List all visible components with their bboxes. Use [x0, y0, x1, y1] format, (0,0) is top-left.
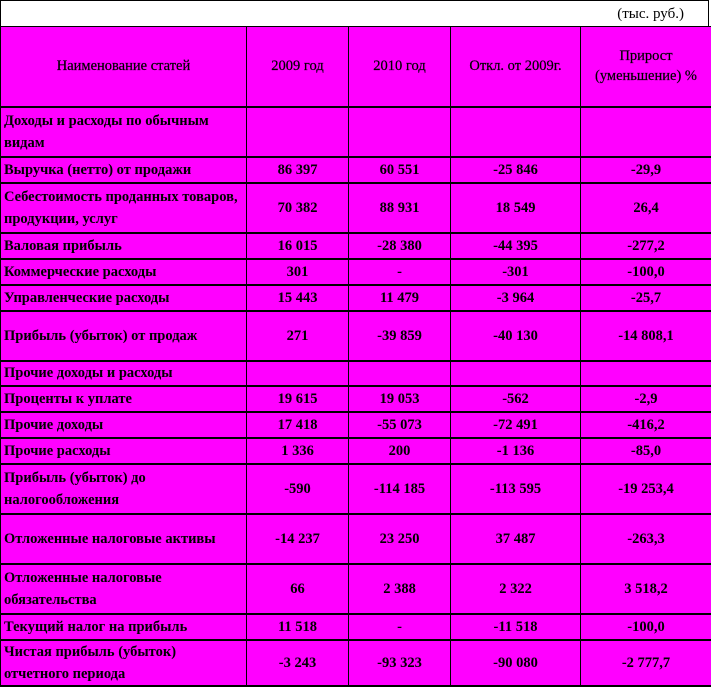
header-growth: Прирост (уменьшение) % [581, 27, 711, 107]
header-name: Наименование статей [1, 27, 247, 107]
value-deviation: -3 964 [451, 285, 581, 311]
value-deviation: -40 130 [451, 311, 581, 361]
row-name: Прочие доходы и расходы [1, 361, 247, 386]
header-2009: 2009 год [247, 27, 349, 107]
table-row [1, 259, 711, 285]
value-deviation: -72 491 [451, 412, 581, 438]
table-row [1, 564, 711, 614]
value-growth: -25,7 [581, 285, 711, 311]
value-2009: 70 382 [247, 183, 349, 233]
value-growth: -100,0 [581, 259, 711, 285]
row-name: Прибыль (убыток) от продаж [1, 311, 247, 361]
value-2009: 271 [247, 311, 349, 361]
row-name: Валовая прибыль [1, 233, 247, 259]
row-name: Прибыль (убыток) до налогообложения [1, 464, 247, 514]
value-deviation: -1 136 [451, 438, 581, 464]
financial-results-table [0, 26, 711, 687]
value-2010: 23 250 [349, 514, 451, 564]
table-row [1, 464, 711, 514]
row-name: Чистая прибыль (убыток) отчетного периода [1, 640, 247, 686]
value-deviation: -113 595 [451, 464, 581, 514]
value-2010: - [349, 614, 451, 640]
value-deviation: -562 [451, 386, 581, 412]
table-row [1, 412, 711, 438]
table-row [1, 361, 711, 386]
value-2010: 2 388 [349, 564, 451, 614]
units-caption: (тыс. руб.) [0, 0, 709, 26]
value-growth: 3 518,2 [581, 564, 711, 614]
value-2009: -590 [247, 464, 349, 514]
value-growth: -29,9 [581, 157, 711, 183]
value-2010: 19 053 [349, 386, 451, 412]
value-2009: 19 615 [247, 386, 349, 412]
value-2009: 86 397 [247, 157, 349, 183]
value-growth: -85,0 [581, 438, 711, 464]
value-growth: -277,2 [581, 233, 711, 259]
row-name: Текущий налог на прибыль [1, 614, 247, 640]
table-row [1, 311, 711, 361]
value-deviation [451, 361, 581, 386]
row-name: Отложенные налоговые активы [1, 514, 247, 564]
table-row [1, 107, 711, 157]
value-2010: -28 380 [349, 233, 451, 259]
value-deviation: 18 549 [451, 183, 581, 233]
header-2010: 2010 год [349, 27, 451, 107]
value-2009: 66 [247, 564, 349, 614]
value-2009: 1 336 [247, 438, 349, 464]
value-2009: 301 [247, 259, 349, 285]
row-name: Себестоимость проданных товаров, продукции, услуг [1, 183, 247, 233]
value-2009: 11 518 [247, 614, 349, 640]
row-name: Прочие доходы [1, 412, 247, 438]
value-deviation: -11 518 [451, 614, 581, 640]
value-2010: - [349, 259, 451, 285]
table-row [1, 157, 711, 183]
value-growth: -416,2 [581, 412, 711, 438]
value-2009: 17 418 [247, 412, 349, 438]
value-growth [581, 107, 711, 157]
table-row [1, 614, 711, 640]
value-2010: -55 073 [349, 412, 451, 438]
value-growth: -2,9 [581, 386, 711, 412]
value-2010 [349, 361, 451, 386]
value-deviation: 2 322 [451, 564, 581, 614]
value-2010: -39 859 [349, 311, 451, 361]
table-row [1, 183, 711, 233]
value-2010: 11 479 [349, 285, 451, 311]
row-name: Доходы и расходы по обычным видам [1, 107, 247, 157]
table-row [1, 233, 711, 259]
table-row [1, 438, 711, 464]
value-deviation [451, 107, 581, 157]
value-growth: -100,0 [581, 614, 711, 640]
row-name: Прочие расходы [1, 438, 247, 464]
table-row [1, 514, 711, 564]
value-deviation: -25 846 [451, 157, 581, 183]
value-deviation: -44 395 [451, 233, 581, 259]
value-2010: -93 323 [349, 640, 451, 686]
row-name: Управленческие расходы [1, 285, 247, 311]
value-2009: -3 243 [247, 640, 349, 686]
value-2009: 15 443 [247, 285, 349, 311]
value-2009 [247, 361, 349, 386]
value-growth: -19 253,4 [581, 464, 711, 514]
value-growth: -2 777,7 [581, 640, 711, 686]
table-row [1, 285, 711, 311]
table-row [1, 640, 711, 686]
value-2009: -14 237 [247, 514, 349, 564]
table-row [1, 386, 711, 412]
value-growth [581, 361, 711, 386]
value-deviation: 37 487 [451, 514, 581, 564]
header-row [1, 27, 711, 107]
value-2010: 60 551 [349, 157, 451, 183]
value-growth: -263,3 [581, 514, 711, 564]
value-2009 [247, 107, 349, 157]
row-name: Коммерческие расходы [1, 259, 247, 285]
row-name: Выручка (нетто) от продажи [1, 157, 247, 183]
value-2010: -114 185 [349, 464, 451, 514]
value-growth: 26,4 [581, 183, 711, 233]
value-2010: 88 931 [349, 183, 451, 233]
row-name: Отложенные налоговые обязательства [1, 564, 247, 614]
value-2010: 200 [349, 438, 451, 464]
header-deviation: Откл. от 2009г. [451, 27, 581, 107]
row-name: Проценты к уплате [1, 386, 247, 412]
value-2009: 16 015 [247, 233, 349, 259]
value-deviation: -90 080 [451, 640, 581, 686]
value-deviation: -301 [451, 259, 581, 285]
value-growth: -14 808,1 [581, 311, 711, 361]
value-2010 [349, 107, 451, 157]
